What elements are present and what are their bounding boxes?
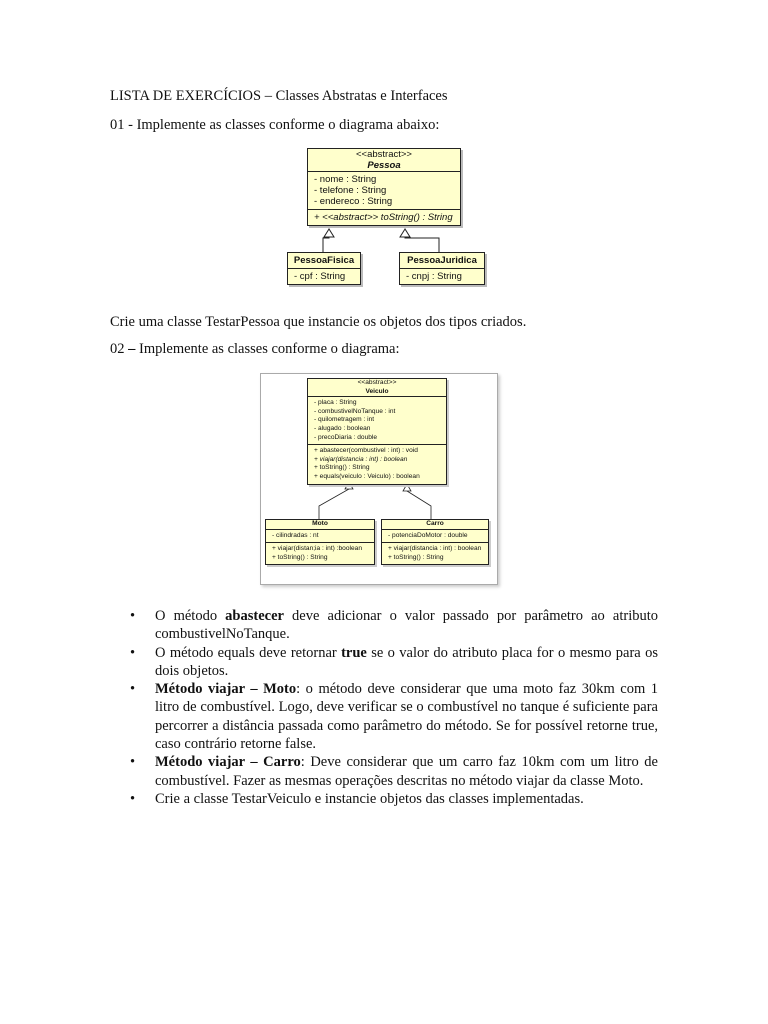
class-name xyxy=(288,253,360,269)
methods-section xyxy=(382,543,488,564)
item-bold-text: true xyxy=(341,644,367,661)
attribute: - potenciaDoMotor : double xyxy=(388,531,468,539)
item-text: O método equals deve retornar xyxy=(155,644,342,661)
class-pessoa xyxy=(307,148,461,226)
attribute: - precoDiaria : double xyxy=(314,433,378,441)
class-veiculo-header xyxy=(308,379,446,397)
class-moto xyxy=(265,519,375,565)
method: + viajar(distancia : int) : boolean xyxy=(388,545,482,553)
attribute: - nome : String xyxy=(314,174,377,185)
method: + abastecer(combustivel : int) : void xyxy=(314,447,418,455)
item-bold-text: Método viajar – Moto xyxy=(155,681,297,698)
attribute: - cilindradas : nt xyxy=(272,531,319,539)
attributes-section xyxy=(382,530,488,544)
class-name-label: PessoaFisica xyxy=(293,255,355,266)
list-item xyxy=(110,680,658,753)
class-pessoa-header xyxy=(308,149,460,172)
class-pessoa-fisica xyxy=(287,252,361,285)
attribute: - placa : String xyxy=(314,399,357,407)
attributes-section xyxy=(288,269,360,284)
method: + equals(veiculo : Veiculo) : boolean xyxy=(314,472,420,480)
question-1-followup: Crie uma classe TestarPessoa que instancie os objetos dos tipos criados. xyxy=(110,314,527,330)
list-item xyxy=(110,790,658,808)
methods-section xyxy=(308,210,460,225)
methods-section xyxy=(308,445,446,483)
attribute: - cpf : String xyxy=(294,271,346,282)
class-name xyxy=(382,520,488,530)
item-text: Crie a classe TestarVeiculo e instancie objetos das classes implementadas. xyxy=(155,790,584,807)
method: + viajar(distan;ia : int) :boolean xyxy=(272,545,362,553)
uml-diagram-pessoa xyxy=(287,140,509,300)
method: + <<abstract>> toString() : String xyxy=(314,212,453,223)
question-2-number: 02 xyxy=(110,341,125,357)
class-name: Pessoa xyxy=(367,160,401,171)
class-name xyxy=(266,520,374,530)
item-bold-text: Método viajar – Carro xyxy=(155,754,301,771)
question-1-text: 01 - Implemente as classes conforme o diagrama abaixo: xyxy=(110,117,440,133)
class-name-label: Moto xyxy=(312,520,328,527)
item-text: O método xyxy=(155,608,226,624)
attribute: - telefone : String xyxy=(314,185,387,196)
attributes-section xyxy=(308,172,460,210)
attribute: - alugado : boolean xyxy=(314,424,371,432)
class-name-label: PessoaJuridica xyxy=(407,255,477,266)
stereotype-label: <<abstract>> xyxy=(357,379,397,386)
page-title: LISTA DE EXERCÍCIOS – Classes Abstratas e Interfaces xyxy=(110,88,448,104)
class-veiculo xyxy=(307,378,447,485)
class-name-label: Carro xyxy=(426,520,444,527)
item-text: deve adicionar o valor passado por parâmetro ao atributo combustivelNoTanque. xyxy=(155,608,658,643)
method: + toString() : String xyxy=(272,553,328,561)
class-name: Veiculo xyxy=(365,387,389,395)
attribute: - cnpj : String xyxy=(406,271,462,282)
list-item xyxy=(110,644,658,681)
attributes-section xyxy=(308,397,446,445)
attribute: - quilometragem : int xyxy=(314,416,375,424)
class-pessoa-juridica xyxy=(399,252,485,285)
question-2-text xyxy=(110,340,400,358)
item-text: : o método deve considerar que uma moto faz 30km com 1 litro de combustível. Logo, deve verificar se o combustível no tanque é suficiente para percorrer a distância passada como parâmetro do método. Se for possível retorne true, caso contrário retorne false. xyxy=(155,681,659,753)
attributes-section xyxy=(266,530,374,544)
item-text: : Deve considerar que um carro faz 10km com um litro de combustível. Fazer as mesmas operações descritas no método viajar da classe Moto. xyxy=(155,754,658,789)
attribute: - combustivelNoTanque : int xyxy=(314,407,396,415)
method: + toString() : String xyxy=(314,464,370,472)
requirements-list xyxy=(110,607,658,808)
class-name xyxy=(400,253,484,269)
item-bold-text: abastecer xyxy=(225,608,284,624)
method: + viajar(distancia : int) : boolean xyxy=(314,455,408,463)
uml-diagram-veiculo xyxy=(260,373,498,585)
attribute: - endereco : String xyxy=(314,196,393,207)
class-carro xyxy=(381,519,489,565)
list-item xyxy=(110,753,658,790)
question-2-dash: – xyxy=(128,341,136,357)
method: + toString() : String xyxy=(388,553,444,561)
attributes-section xyxy=(400,269,484,284)
question-2-body: Implemente as classes conforme o diagrama: xyxy=(135,341,400,357)
stereotype-label: <<abstract>> xyxy=(356,149,412,160)
item-text: se o valor do atributo placa for o mesmo para os dois objetos. xyxy=(155,644,659,679)
methods-section xyxy=(266,543,374,564)
list-item xyxy=(110,607,658,644)
